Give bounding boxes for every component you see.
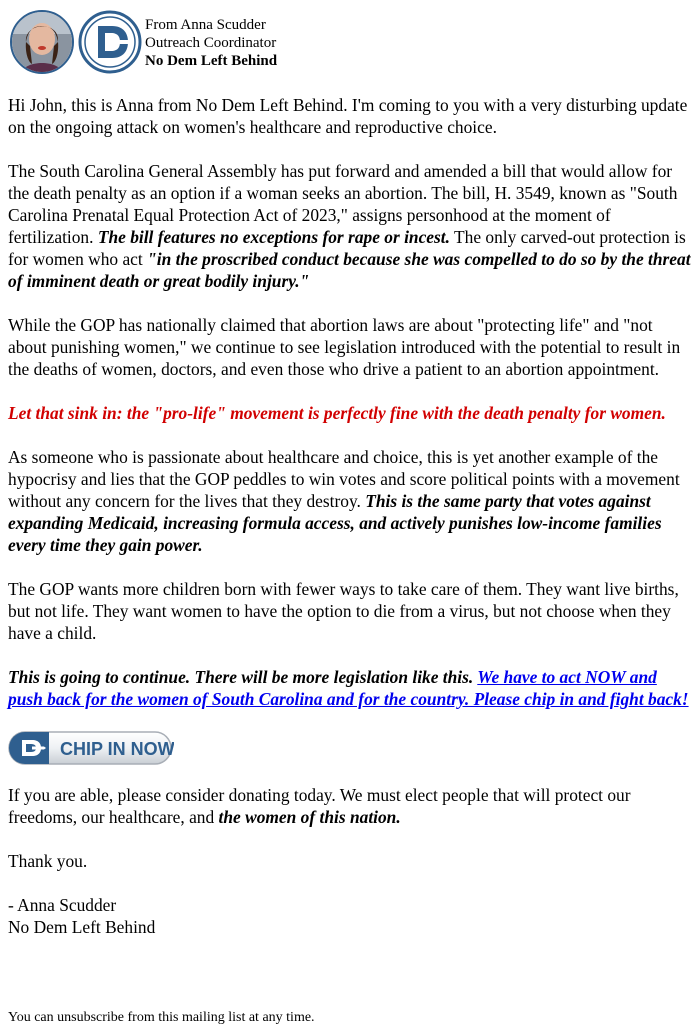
- paragraph-hypocrisy: [8, 446, 692, 556]
- chip-in-label: CHIP IN NOW: [60, 739, 174, 759]
- bill-text-2: The only carved-out protection is for women who act: [8, 227, 686, 269]
- org-logo: [78, 10, 142, 74]
- paragraph-donate: [8, 784, 692, 828]
- sender-avatar: [10, 10, 74, 74]
- sender-org: No Dem Left Behind: [145, 53, 278, 69]
- sender-info: [145, 16, 277, 70]
- paragraph-call-to-action: [8, 666, 692, 710]
- email-header: [10, 10, 690, 76]
- thanks-line: Thank you.: [8, 851, 88, 871]
- donate-link[interactable]: We have to act NOW and push back for the women of South Carolina and for the country. Please chip in and fight back!: [8, 667, 689, 709]
- paragraph-greeting: Hi John, this is Anna from No Dem Left Behind. I'm coming to you with a very disturbing update on the ongoing attack on women's healthcare and reproductive choice.: [8, 95, 688, 137]
- email-body: [8, 94, 692, 938]
- paragraph-gop-claims: While the GOP has nationally claimed that abortion laws are about "protecting life" and "not about punishing women," we continue to see legislation introduced with the potential to result in the deaths of women, doctors, and even those who drive a patient to an abortion appointment.: [8, 315, 681, 379]
- continue-text: This is going to continue. There will be more legislation like this.: [8, 667, 478, 687]
- unsubscribe-note: You can unsubscribe from this mailing list at any time.: [8, 1010, 315, 1025]
- chip-in-button[interactable]: [8, 730, 174, 766]
- signature: [8, 894, 692, 938]
- signature-org: No Dem Left Behind: [8, 917, 156, 937]
- bill-text: The South Carolina General Assembly has put forward and amended a bill that would allow for the death penalty as an option if a woman seeks an abortion. The bill, H. 3549, known as "South Carolina Prenatal Equal Protection Act of 2023," assigns personhood at the moment of fertilization.: [8, 161, 678, 247]
- donate-emphasis: the women of this nation.: [218, 807, 401, 827]
- paragraph-children: The GOP wants more children born with fewer ways to take care of them. They want live births, but not life. They want women to have the option to die from a virus, but not choose when they have a child.: [8, 579, 679, 643]
- hypocrisy-text: As someone who is passionate about healthcare and choice, this is yet another example of the hypocrisy and lies that the GOP peddles to win votes and score political points with a movement without any concern for the lives that they destroy.: [8, 447, 680, 511]
- paragraph-bill: [8, 160, 692, 292]
- hypocrisy-emphasis: This is the same party that votes against expanding Medicaid, increasing formula access, and actively punishes low-income families every time they gain power.: [8, 491, 662, 555]
- sender-role: Outreach Coordinator: [145, 35, 277, 51]
- signature-name: - Anna Scudder: [8, 895, 117, 915]
- bill-no-exceptions: The bill features no exceptions for rape or incest.: [97, 227, 450, 247]
- donate-text: If you are able, please consider donating today. We must elect people that will protect our freedoms, our healthcare, and: [8, 785, 631, 827]
- bill-quote: "in the proscribed conduct because she was compelled to do so by the threat of imminent death or great bodily injury.": [8, 249, 691, 291]
- paragraph-sink-in: Let that sink in: the "pro-life" movement is perfectly fine with the death penalty for women.: [8, 403, 666, 423]
- sender-from-line: From Anna Scudder: [145, 17, 266, 33]
